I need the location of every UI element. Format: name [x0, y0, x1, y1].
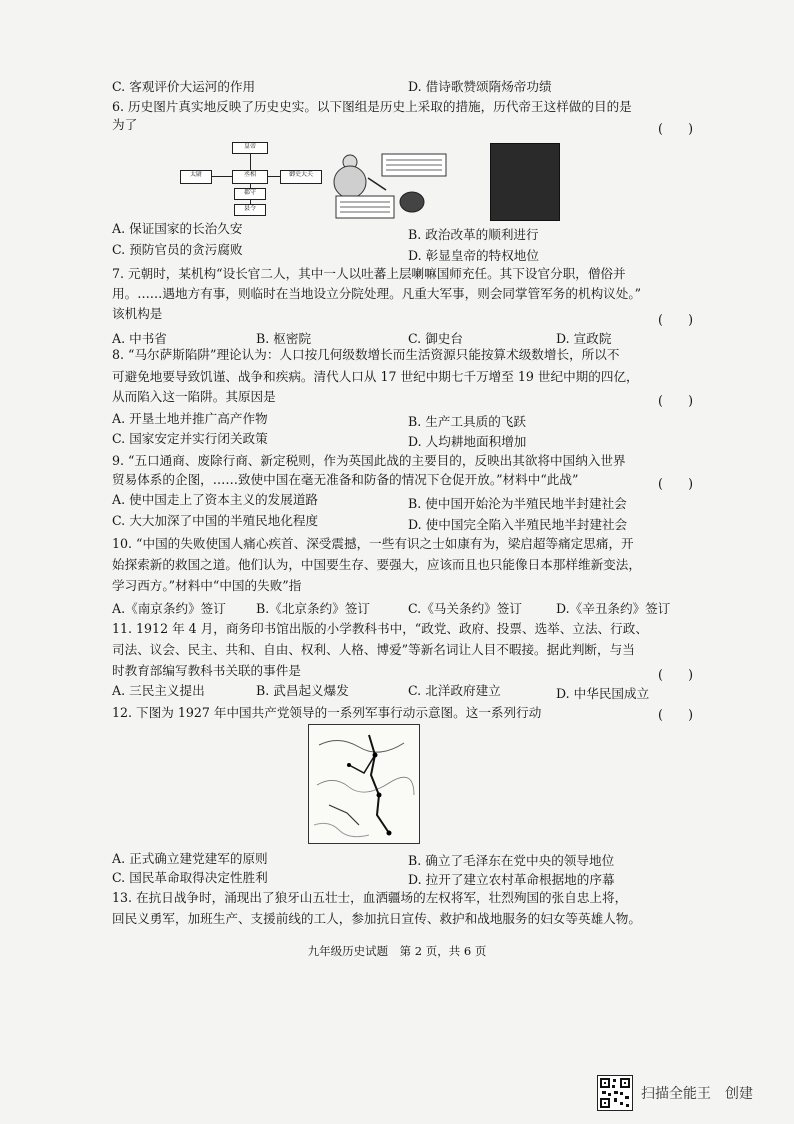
q10-option-d: D.《辛丑条约》签订 — [556, 601, 671, 616]
org-county-box: 县令 — [234, 204, 266, 216]
q12-option-a: A. 正式确立建党建军的原则 — [112, 851, 268, 866]
q11-option-a: A. 三民主义提出 — [112, 683, 205, 698]
q6-photo-figure — [490, 143, 560, 221]
q10-option-b: B.《北京条约》签订 — [256, 601, 371, 616]
org-prefect-box: 郡守 — [234, 188, 266, 200]
q9-stem-line1: 9. “五口通商、废除行商、新定税则，作为英国此战的主要目的，反映出其欲将中国纳入世界 — [112, 453, 626, 468]
q10-option-a: A.《南京条约》签订 — [112, 601, 226, 616]
q8-option-d: D. 人均耕地面积增加 — [408, 434, 527, 449]
q6-option-b: B. 政治改革的顺利进行 — [408, 227, 539, 242]
q8-option-b: B. 生产工具质的飞跃 — [408, 414, 527, 429]
q9-answer-paren: ( ) — [658, 476, 694, 491]
q6-gourd-figure — [328, 152, 458, 220]
q6-stem-line2: 为了 — [112, 117, 138, 132]
qr-code-icon — [597, 1075, 633, 1111]
q12-stem-line1: 12. 下图为 1927 年中国共产党领导的一系列军事行动示意图。这一系列行动 — [112, 705, 542, 720]
q9-option-c: C. 大大加深了中国的半殖民地化程度 — [112, 513, 319, 528]
q9-stem-line2: 贸易体系的企图，……致使中国在毫无准备和防备的情况下仓促开放。”材料中“此战” — [112, 472, 579, 487]
q5-option-c: C. 客观评价大运河的作用 — [112, 79, 256, 94]
q11-stem-line2: 司法、议会、民主、共和、自由、权利、人格、博爱”等新名词让人目不暇接。据此判断，与当 — [112, 642, 635, 657]
q12-military-map-figure — [308, 724, 420, 844]
org-taiwei-box: 太尉 — [180, 170, 212, 184]
q8-option-c: C. 国家安定并实行闭关政策 — [112, 431, 268, 446]
q12-answer-paren: ( ) — [658, 707, 694, 722]
q10-option-c: C.《马关条约》签订 — [408, 601, 522, 616]
q7-stem-line3: 该机构是 — [112, 306, 163, 321]
q8-option-a: A. 开垦土地并推广高产作物 — [112, 411, 268, 426]
q12-option-d: D. 拉开了建立农村革命根据地的序幕 — [408, 872, 615, 887]
q8-answer-paren: ( ) — [658, 393, 694, 408]
q10-stem-line2: 始探索新的救国之道。他们认为，中国要生存、要强大，应该而且也只能像日本那样维新变法， — [112, 557, 641, 572]
q13-stem-line1: 13. 在抗日战争时，涌现出了狼牙山五壮士，血洒疆场的左权将军，壮烈殉国的张自忠上将， — [112, 890, 628, 905]
q9-option-d: D. 使中国完全陷入半殖民地半封建社会 — [408, 517, 628, 532]
page-footer: 九年级历史试题 第 2 页，共 6 页 — [307, 944, 487, 958]
q6-stem-line1: 6. 历史图片真实地反映了历史史实。以下图组是历史上采取的措施，历代帝王这样做的目的是 — [112, 99, 632, 114]
q6-answer-paren: ( ) — [658, 121, 694, 136]
q12-option-c: C. 国民革命取得决定性胜利 — [112, 870, 268, 885]
q8-stem-line2: 可避免地要导致饥谨、战争和疾病。清代人口从 17 世纪中期七千万增至 19 世纪中期的四亿， — [112, 369, 639, 384]
q6-option-a: A. 保证国家的长治久安 — [112, 221, 243, 236]
q9-option-b: B. 使中国开始沦为半殖民地半封建社会 — [408, 496, 627, 511]
q6-option-d: D. 彰显皇帝的特权地位 — [408, 248, 539, 263]
q11-option-b: B. 武昌起义爆发 — [256, 683, 349, 698]
q6-org-chart-figure — [180, 142, 320, 216]
org-emperor-box: 皇帝 — [232, 142, 268, 154]
q11-stem-line3: 时教育部编写教科书关联的事件是 — [112, 663, 301, 678]
q11-answer-paren: ( ) — [658, 667, 694, 682]
q8-stem-line1: 8. “马尔萨斯陷阱”理论认为：人口按几何级数增长而生活资源只能按算术级数增长，所以不 — [112, 347, 620, 362]
q6-option-c: C. 预防官员的贪污腐败 — [112, 242, 243, 257]
q7-option-b: B. 枢密院 — [256, 331, 312, 346]
q11-option-d: D. 中华民国成立 — [556, 686, 650, 701]
q8-stem-line3: 从而陷入这一陷阱。其原因是 — [112, 389, 276, 404]
q9-option-a: A. 使中国走上了资本主义的发展道路 — [112, 492, 319, 507]
org-censor-box: 御史大夫 — [280, 170, 322, 184]
q10-stem-line1: 10. “中国的失败使国人痛心疾首、深受震撼，一些有识之士如康有为，梁启超等痛定思痛，开 — [112, 536, 634, 551]
q11-option-c: C. 北洋政府建立 — [408, 683, 501, 698]
q7-stem-line1: 7. 元朝时，某机构“设长官二人，其中一人以吐蕃上层喇嘛国师充任。其下设官分职，僧俗并 — [112, 266, 626, 281]
q11-stem-line1: 11. 1912 年 4 月，商务印书馆出版的小学教科书中，“政党、政府、投票、选举、立法、行政、 — [112, 621, 648, 636]
q10-stem-line3: 学习西方。”材料中“中国的失败”指 — [112, 578, 302, 593]
q7-option-c: C. 御史台 — [408, 331, 463, 346]
q7-answer-paren: ( ) — [658, 312, 694, 327]
q13-stem-line2: 回民义勇军，加班生产、支援前线的工人，参加抗日宣传、救护和战地服务的妇女等英雄人物。 — [112, 911, 641, 926]
q7-stem-line2: 用。……遇地方有事，则临时在当地设立分院处理。凡重大军事，则会同掌管军务的机构议处。” — [112, 286, 642, 301]
q7-option-a: A. 中书省 — [112, 331, 167, 346]
q5-option-d: D. 借诗歌赞颂隋炀帝功绩 — [408, 79, 552, 94]
q12-option-b: B. 确立了毛泽东在党中央的领导地位 — [408, 853, 615, 868]
q7-option-d: D. 宣政院 — [556, 331, 612, 346]
scanner-watermark-text: 扫描全能王 创建 — [641, 1086, 753, 1102]
org-chancellor-box: 丞相 — [232, 170, 268, 184]
